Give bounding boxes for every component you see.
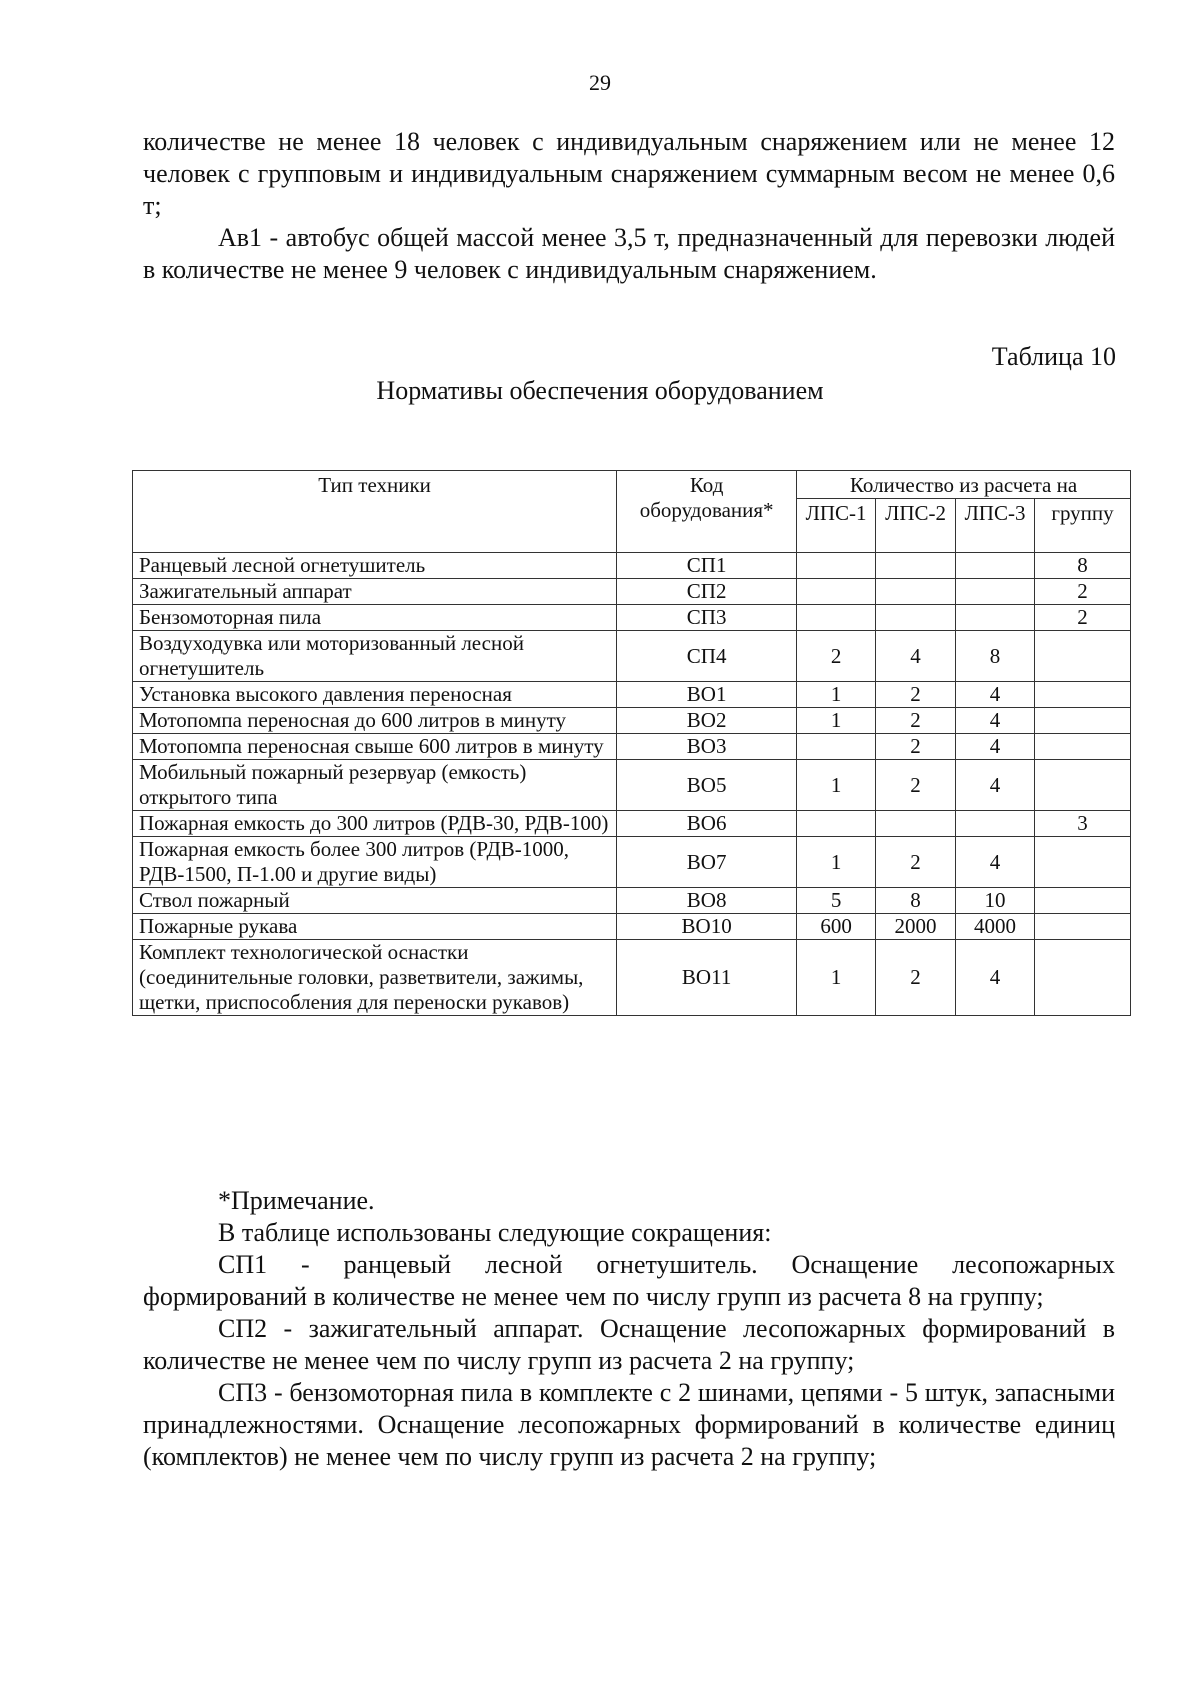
table-row [133, 631, 1131, 682]
table-title: Нормативы обеспечения оборудованием [376, 376, 824, 405]
cell-lps1 [797, 605, 876, 631]
cell-lps1 [797, 734, 876, 760]
cell-name: Мотопомпа переносная до 600 литров в минуту [133, 708, 617, 734]
header-code: Код оборудования* [617, 471, 797, 553]
cell-lps2: 4 [876, 631, 956, 682]
cell-code: ВО11 [617, 940, 797, 1016]
header-group: группу [1035, 499, 1131, 553]
intro-paragraph-1: количестве не менее 18 человек с индивидуальным снаряжением или не менее 12 человек с групповым и индивидуальным снаряжением суммарным весом не менее 0,6 т; [143, 127, 1115, 220]
cell-name: Мобильный пожарный резервуар (емкость) открытого типа [133, 760, 617, 811]
cell-name: Установка высокого давления переносная [133, 682, 617, 708]
cell-code: ВО7 [617, 837, 797, 888]
cell-code: ВО10 [617, 914, 797, 940]
cell-code: СП2 [617, 579, 797, 605]
cell-lps3 [956, 605, 1035, 631]
cell-lps3: 8 [956, 631, 1035, 682]
cell-name: Зажигательный аппарат [133, 579, 617, 605]
cell-lps3 [956, 811, 1035, 837]
cell-lps1: 1 [797, 682, 876, 708]
cell-lps2: 2 [876, 734, 956, 760]
header-lps1: ЛПС-1 [797, 499, 876, 553]
cell-lps3: 10 [956, 888, 1035, 914]
table-row [133, 579, 1131, 605]
cell-code: ВО5 [617, 760, 797, 811]
cell-lps2: 2 [876, 760, 956, 811]
cell-code: СП3 [617, 605, 797, 631]
cell-lps1: 1 [797, 940, 876, 1016]
cell-group [1035, 940, 1131, 1016]
cell-lps2: 8 [876, 888, 956, 914]
cell-lps2 [876, 553, 956, 579]
cell-group: 3 [1035, 811, 1131, 837]
cell-group: 8 [1035, 553, 1131, 579]
cell-name: Бензомоторная пила [133, 605, 617, 631]
cell-lps3: 4 [956, 734, 1035, 760]
header-lps2: ЛПС-2 [876, 499, 956, 553]
table-row [133, 940, 1131, 1016]
cell-name: Мотопомпа переносная свыше 600 литров в минуту [133, 734, 617, 760]
table-row [133, 605, 1131, 631]
table-label: Таблица 10 [991, 342, 1116, 371]
cell-code: СП4 [617, 631, 797, 682]
table-body [133, 553, 1131, 1016]
cell-lps1: 1 [797, 760, 876, 811]
cell-lps1 [797, 553, 876, 579]
cell-code: СП1 [617, 553, 797, 579]
cell-lps3: 4 [956, 708, 1035, 734]
page-number: 29 [589, 70, 611, 95]
cell-lps3: 4 [956, 682, 1035, 708]
cell-group [1035, 837, 1131, 888]
note-sp3: СП3 - бензомоторная пила в комплекте с 2 шинами, цепями - 5 штук, запасными принадлежностями. Оснащение лесопожарных формирований в количестве единиц (комплектов) не менее чем по числу групп из расчета 2 на группу; [143, 1378, 1115, 1471]
cell-group [1035, 631, 1131, 682]
cell-group [1035, 888, 1131, 914]
cell-code: ВО1 [617, 682, 797, 708]
cell-name: Пожарная емкость до 300 литров (РДВ-30, РДВ-100) [133, 811, 617, 837]
cell-lps1: 1 [797, 708, 876, 734]
cell-code: ВО6 [617, 811, 797, 837]
cell-lps2: 2 [876, 837, 956, 888]
cell-code: ВО8 [617, 888, 797, 914]
cell-name: Комплект технологической оснастки (соединительные головки, разветвители, зажимы, щетки, приспособления для переноски рукавов) [133, 940, 617, 1016]
note-abbreviations-intro: В таблице использованы следующие сокращения: [218, 1218, 772, 1247]
cell-group: 2 [1035, 605, 1131, 631]
table-row [133, 708, 1131, 734]
cell-group [1035, 734, 1131, 760]
cell-lps2 [876, 579, 956, 605]
cell-lps2 [876, 605, 956, 631]
cell-lps3: 4 [956, 837, 1035, 888]
cell-name: Ранцевый лесной огнетушитель [133, 553, 617, 579]
cell-lps3: 4 [956, 760, 1035, 811]
note-heading: *Примечание. [218, 1186, 375, 1215]
cell-group: 2 [1035, 579, 1131, 605]
cell-lps2 [876, 811, 956, 837]
cell-lps3: 4 [956, 940, 1035, 1016]
cell-group [1035, 682, 1131, 708]
intro-text [143, 126, 1115, 286]
cell-code: ВО3 [617, 734, 797, 760]
cell-lps1: 1 [797, 837, 876, 888]
cell-group [1035, 914, 1131, 940]
header-lps3: ЛПС-3 [956, 499, 1035, 553]
cell-name: Пожарные рукава [133, 914, 617, 940]
equipment-norms-table [132, 470, 1131, 1016]
notes-section [143, 1185, 1115, 1473]
note-sp2: СП2 - зажигательный аппарат. Оснащение лесопожарных формирований в количестве не менее чем по числу групп из расчета 2 на группу; [143, 1314, 1115, 1375]
table-row [133, 811, 1131, 837]
cell-lps1: 600 [797, 914, 876, 940]
cell-name: Ствол пожарный [133, 888, 617, 914]
cell-lps1: 2 [797, 631, 876, 682]
cell-name: Воздуходувка или моторизованный лесной огнетушитель [133, 631, 617, 682]
cell-group [1035, 708, 1131, 734]
cell-lps1 [797, 579, 876, 605]
cell-lps3: 4000 [956, 914, 1035, 940]
table-row [133, 760, 1131, 811]
cell-lps2: 2 [876, 682, 956, 708]
cell-code: ВО2 [617, 708, 797, 734]
cell-lps1 [797, 811, 876, 837]
table-row [133, 734, 1131, 760]
cell-lps2: 2000 [876, 914, 956, 940]
cell-group [1035, 760, 1131, 811]
intro-paragraph-2: Ав1 - автобус общей массой менее 3,5 т, предназначенный для перевозки людей в количестве не менее 9 человек с индивидуальным снаряжением. [143, 223, 1115, 284]
header-type: Тип техники [133, 471, 617, 553]
table-row [133, 837, 1131, 888]
table-row [133, 553, 1131, 579]
table-row [133, 914, 1131, 940]
table-row [133, 888, 1131, 914]
cell-lps2: 2 [876, 940, 956, 1016]
cell-name: Пожарная емкость более 300 литров (РДВ-1000, РДВ-1500, П-1.00 и другие виды) [133, 837, 617, 888]
cell-lps3 [956, 579, 1035, 605]
table-row [133, 682, 1131, 708]
cell-lps2: 2 [876, 708, 956, 734]
note-sp1: СП1 - ранцевый лесной огнетушитель. Оснащение лесопожарных формирований в количестве не менее чем по числу групп из расчета 8 на группу; [143, 1250, 1115, 1311]
header-quantity: Количество из расчета на [797, 471, 1131, 499]
cell-lps1: 5 [797, 888, 876, 914]
cell-lps3 [956, 553, 1035, 579]
